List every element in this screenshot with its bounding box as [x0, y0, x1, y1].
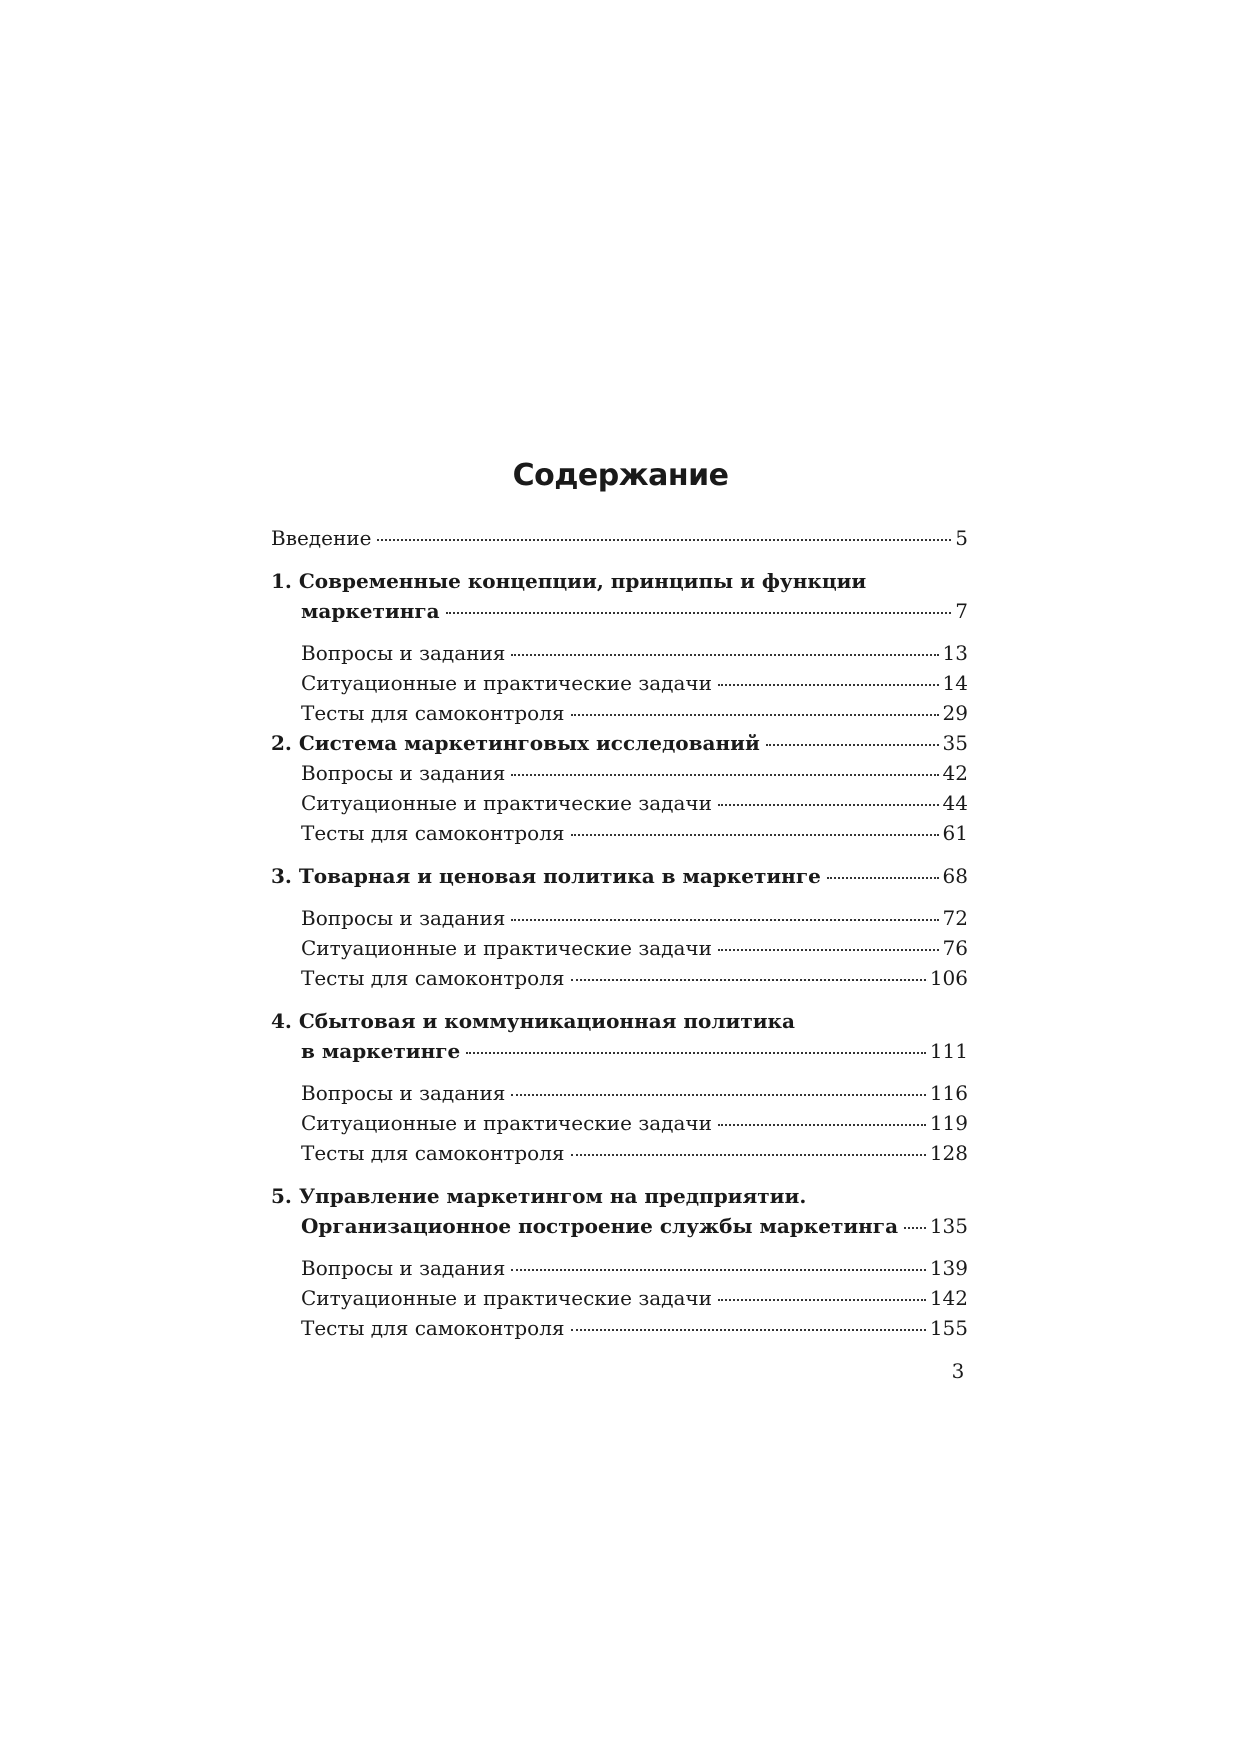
toc-entry-label: маркетинга — [301, 599, 440, 623]
dot-leader — [511, 919, 938, 921]
dot-leader — [718, 1124, 926, 1126]
dot-leader — [511, 774, 938, 776]
toc-entry-label: Тесты для самоконтроля — [301, 701, 565, 725]
toc-entry-page: 119 — [929, 1111, 968, 1135]
toc-entry-page: 106 — [929, 966, 968, 990]
toc-entry-label: 2. Система маркетинговых исследований — [271, 731, 760, 755]
toc-entry-label: Тесты для самоконтроля — [301, 821, 565, 845]
page-number: 3 — [951, 1359, 965, 1383]
toc-chapter-title-line: 5. Управление маркетингом на предприятии. — [271, 1184, 807, 1208]
dot-leader — [511, 654, 938, 656]
toc-entry-label: Тесты для самоконтроля — [301, 1316, 565, 1340]
dot-leader — [571, 714, 939, 716]
toc-entry-label: Вопросы и задания — [301, 1256, 506, 1280]
toc-entry-tasks — [301, 788, 968, 818]
toc-entry-page: 29 — [942, 701, 968, 725]
dot-leader — [827, 877, 939, 879]
toc-entry-label: Ситуационные и практические задачи — [301, 1111, 712, 1135]
toc-entry-tasks — [301, 1108, 968, 1138]
dot-leader — [766, 744, 939, 746]
toc-entry-label: Ситуационные и практические задачи — [301, 791, 712, 815]
toc-entry-questions — [301, 903, 968, 933]
toc-entry-label: Тесты для самоконтроля — [301, 966, 565, 990]
toc-entry-label: в маркетинге — [301, 1039, 461, 1063]
dot-leader — [718, 684, 939, 686]
toc-entry-tests — [301, 1138, 968, 1168]
toc-entry-page: 116 — [929, 1081, 968, 1105]
toc-entry-chapter-4 — [301, 1036, 968, 1066]
toc-entry-label: Тесты для самоконтроля — [301, 1141, 565, 1165]
dot-leader — [446, 612, 952, 614]
toc-entry-page: 13 — [942, 641, 968, 665]
toc-entry-page: 128 — [929, 1141, 968, 1165]
toc-entry-introduction — [271, 523, 968, 553]
toc-entry-label: Вопросы и задания — [301, 641, 506, 665]
toc-entry-label: Организационное построение службы маркетинга — [301, 1214, 899, 1238]
toc-entry-chapter-3 — [271, 861, 968, 891]
toc-entry-page: 7 — [955, 599, 968, 623]
dot-leader — [571, 1329, 926, 1331]
toc-entry-label: Ситуационные и практические задачи — [301, 1286, 712, 1310]
toc-entry-page: 135 — [929, 1214, 968, 1238]
toc-entry-page: 42 — [942, 761, 968, 785]
dot-leader — [904, 1227, 926, 1229]
toc-entry-tasks — [301, 933, 968, 963]
toc-entry-label: Вопросы и задания — [301, 1081, 506, 1105]
toc-entry-page: 111 — [929, 1039, 968, 1063]
toc-entry-page: 72 — [942, 906, 968, 930]
dot-leader — [571, 1154, 926, 1156]
toc-entry-chapter-1 — [301, 596, 968, 626]
toc-entry-page: 61 — [942, 821, 968, 845]
page-title: Содержание — [512, 458, 729, 493]
dot-leader — [511, 1094, 925, 1096]
dot-leader — [718, 1299, 926, 1301]
toc-chapter-title-line: 4. Сбытовая и коммуникационная политика — [271, 1009, 795, 1033]
dot-leader — [571, 834, 939, 836]
toc-entry-page: 139 — [929, 1256, 968, 1280]
dot-leader — [718, 804, 939, 806]
toc-entry-label: Введение — [271, 526, 372, 550]
toc-entry-questions — [301, 638, 968, 668]
dot-leader — [466, 1052, 926, 1054]
toc-entry-chapter-2 — [271, 728, 968, 758]
toc-entry-page: 35 — [942, 731, 968, 755]
toc-entry-page: 14 — [942, 671, 968, 695]
toc-entry-chapter-5 — [301, 1211, 968, 1241]
toc-entry-page: 44 — [942, 791, 968, 815]
dot-leader — [571, 979, 926, 981]
toc-entry-tests — [301, 1313, 968, 1343]
toc-entry-label: Вопросы и задания — [301, 906, 506, 930]
toc-entry-page: 155 — [929, 1316, 968, 1340]
dot-leader — [511, 1269, 925, 1271]
dot-leader — [377, 539, 951, 541]
toc-entry-page: 68 — [942, 864, 968, 888]
toc-entry-label: Ситуационные и практические задачи — [301, 671, 712, 695]
toc-entry-tests — [301, 698, 968, 728]
toc-entry-tasks — [301, 1283, 968, 1313]
toc-entry-tests — [301, 963, 968, 993]
toc-entry-questions — [301, 758, 968, 788]
toc-entry-page: 5 — [955, 526, 968, 550]
toc-entry-questions — [301, 1253, 968, 1283]
toc-entry-tasks — [301, 668, 968, 698]
dot-leader — [718, 949, 939, 951]
toc-entry-tests — [301, 818, 968, 848]
toc-entry-page: 76 — [942, 936, 968, 960]
toc-chapter-title-line: 1. Современные концепции, принципы и функции — [271, 569, 867, 593]
toc-entry-label: Вопросы и задания — [301, 761, 506, 785]
toc-entry-page: 142 — [929, 1286, 968, 1310]
toc-entry-questions — [301, 1078, 968, 1108]
toc-entry-label: 3. Товарная и ценовая политика в маркетинге — [271, 864, 821, 888]
toc-entry-label: Ситуационные и практические задачи — [301, 936, 712, 960]
